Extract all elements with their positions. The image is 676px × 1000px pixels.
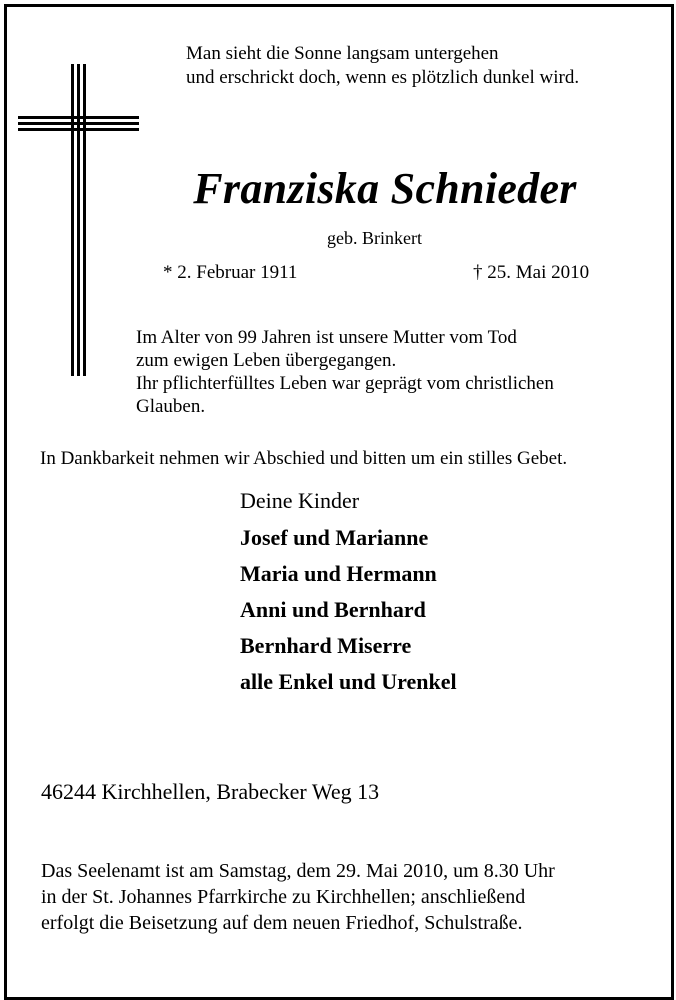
message-line: Ihr pflichterfülltes Leben war geprägt vom christlichen: [136, 373, 554, 394]
deceased-name: Franziska Schnieder: [193, 164, 577, 213]
mourner-name: Maria und Hermann: [240, 561, 437, 586]
message-line: zum ewigen Leben übergegangen.: [136, 350, 397, 371]
message-line: Glauben.: [136, 396, 206, 417]
poem-line: und erschrickt doch, wenn es plötzlich dunkel wird.: [186, 67, 580, 88]
death-date: † 25. Mai 2010: [473, 262, 590, 283]
service-line: Das Seelenamt ist am Samstag, dem 29. Mai 2010, um 8.30 Uhr: [41, 860, 555, 882]
mourner-name: alle Enkel und Urenkel: [240, 669, 457, 694]
mourner-name: Anni und Bernhard: [240, 597, 426, 622]
poem-line: Man sieht die Sonne langsam untergehen: [186, 43, 499, 64]
mourner-name: Bernhard Miserre: [240, 633, 412, 658]
cross-icon: [18, 64, 139, 376]
birth-date: * 2. Februar 1911: [163, 262, 298, 283]
memorial-message: [136, 326, 554, 418]
family-address: 46244 Kirchhellen, Brabecker Weg 13: [41, 779, 380, 804]
poem-verse: [186, 42, 579, 90]
mourner-name: Josef und Marianne: [240, 525, 429, 550]
mourners-list: [240, 520, 457, 700]
maiden-name: geb. Brinkert: [327, 228, 422, 248]
message-line: Im Alter von 99 Jahren ist unsere Mutter vom Tod: [136, 327, 517, 348]
thanks-line: In Dankbarkeit nehmen wir Abschied und bitten um ein stilles Gebet.: [40, 448, 568, 469]
service-line: in der St. Johannes Pfarrkirche zu Kirchhellen; anschließend: [41, 886, 526, 908]
mourners-label: Deine Kinder: [240, 488, 360, 513]
funeral-service-info: [41, 858, 555, 936]
service-line: erfolgt die Beisetzung auf dem neuen Friedhof, Schulstraße.: [41, 912, 523, 934]
